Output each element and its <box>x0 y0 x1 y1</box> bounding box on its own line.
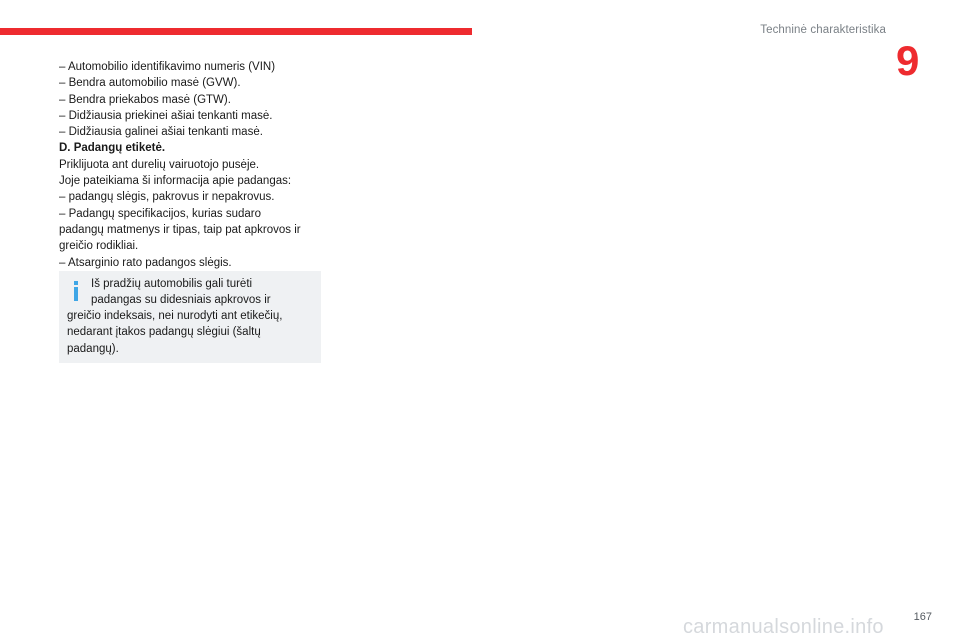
note-text-line: Iš pradžių automobilis gali turėti <box>91 278 253 290</box>
watermark: carmanualsonline.info <box>683 616 884 638</box>
section-title: Techninė charakteristika <box>760 24 886 36</box>
chapter-number: 9 <box>896 37 920 84</box>
list-item: – Automobilio identifikavimo numeris (VIN) <box>59 61 276 73</box>
paragraph-line: Joje pateikiama ši informacija apie padangas: <box>59 175 292 188</box>
note-text-line: nedarant įtakos padangų slėgiui (šaltų <box>67 326 261 339</box>
section-heading: D. Padangų etiketė. <box>59 142 166 155</box>
list-item: – Didžiausia priekinei ašiai tenkanti masė. <box>59 109 273 122</box>
paragraph-line: Priklijuota ant durelių vairuotojo pusėje. <box>59 158 260 171</box>
note-text-line: greičio indeksais, nei nurodyti ant etikečių, <box>67 310 283 322</box>
list-item: – Didžiausia galinei ašiai tenkanti masė. <box>59 126 263 139</box>
note-text-line: padangų). <box>67 342 119 355</box>
paragraph-line: padangų matmenys ir tipas, taip pat apkrovos ir <box>59 223 301 236</box>
page-number: 167 <box>913 611 932 623</box>
info-note-box <box>59 271 321 363</box>
note-text-rest <box>67 308 317 357</box>
main-text <box>59 59 321 271</box>
paragraph-line: – Atsarginio rato padangos slėgis. <box>59 256 232 269</box>
note-text-line: padangas su didesniais apkrovos ir <box>91 294 271 306</box>
paragraph-line: – padangų slėgis, pakrovus ir nepakrovus. <box>59 191 275 204</box>
paragraph-line: – Padangų specifikacijos, kurias sudaro <box>59 207 262 220</box>
paragraph-line: greičio rodikliai. <box>59 240 139 253</box>
list-item: – Bendra automobilio masė (GVW). <box>59 77 241 90</box>
info-icon <box>71 281 81 301</box>
list-item: – Bendra priekabos masė (GTW). <box>59 93 231 106</box>
header-accent-bar <box>0 28 472 35</box>
